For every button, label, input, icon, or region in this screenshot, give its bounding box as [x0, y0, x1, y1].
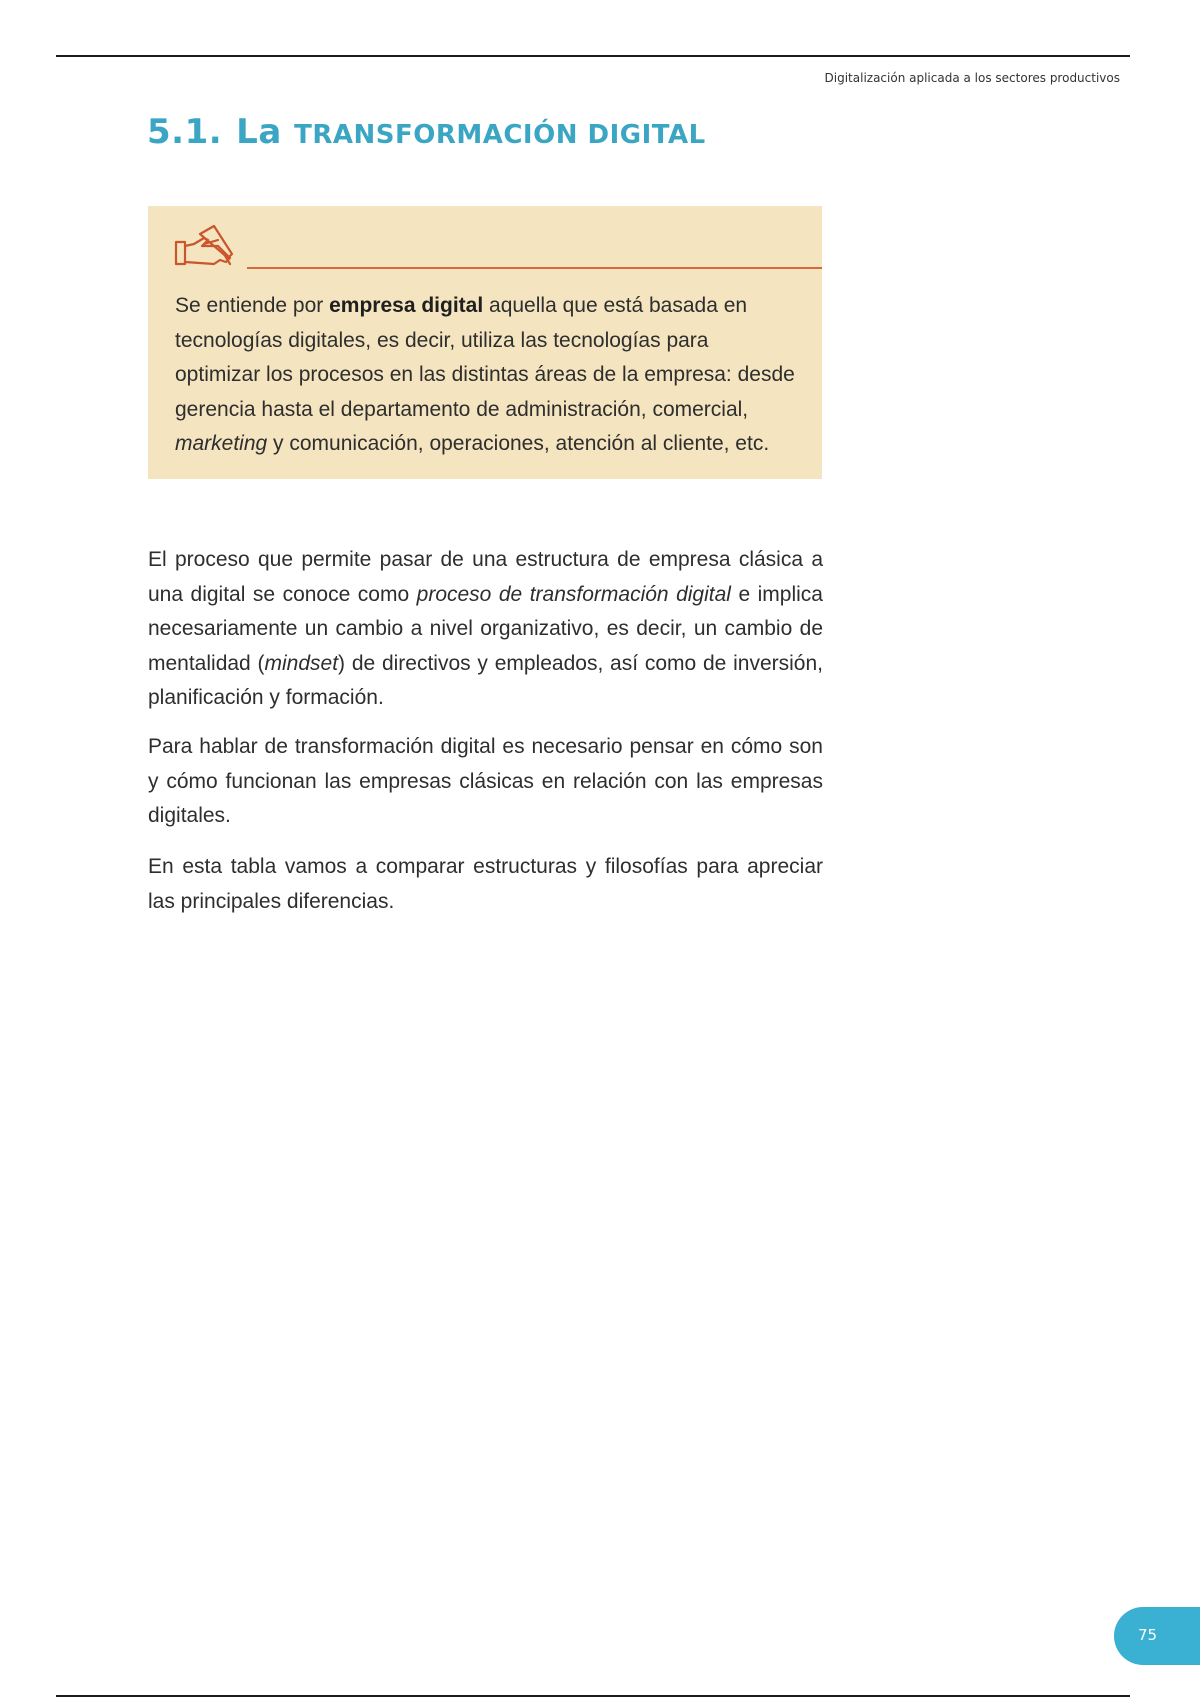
box-divider — [247, 267, 822, 269]
definition-term-italic: marketing — [175, 432, 268, 455]
paragraph-3: En esta tabla vamos a comparar estructuras y filosofías para apreciar las principales diferencias. — [148, 855, 823, 913]
definition-box — [148, 206, 822, 479]
definition-text: Se entiende por empresa digital aquella que está basada en tecnologías digitales, es decir, utiliza las tecnologías para optimizar los procesos en las distintas áreas de la empresa: desde gerencia hasta el departamento de administración, comercial, marketing y comunicación, operaciones, atención al cliente, etc. — [175, 294, 795, 455]
writing-hand-icon — [174, 224, 236, 274]
running-header: Digitalización aplicada a los sectores productivos — [824, 71, 1120, 85]
section-title-first-word: La — [236, 112, 282, 152]
section-number: 5.1. — [147, 112, 223, 152]
section-title-rest: TRANSFORMACIÓN DIGITAL — [294, 120, 706, 150]
header-rule — [56, 55, 1130, 57]
paragraph-1: El proceso que permite pasar de una estructura de empresa clásica a una digital se conoce como proceso de transformación digital e implica necesariamente un cambio a nivel organizativo, es decir, un cambio de mentalidad (mindset) de directivos y empleados, así como de inversión, planificación y formación. — [148, 548, 823, 709]
page-number: 75 — [1138, 1626, 1158, 1644]
page-number-badge — [1114, 1607, 1200, 1665]
definition-term: empresa digital — [329, 294, 484, 317]
section-title — [147, 112, 706, 152]
paragraph-2: Para hablar de transformación digital es necesario pensar en cómo son y cómo funcionan las empresas clásicas en relación con las empresas digitales. — [148, 735, 823, 827]
footer-rule — [56, 1695, 1130, 1697]
